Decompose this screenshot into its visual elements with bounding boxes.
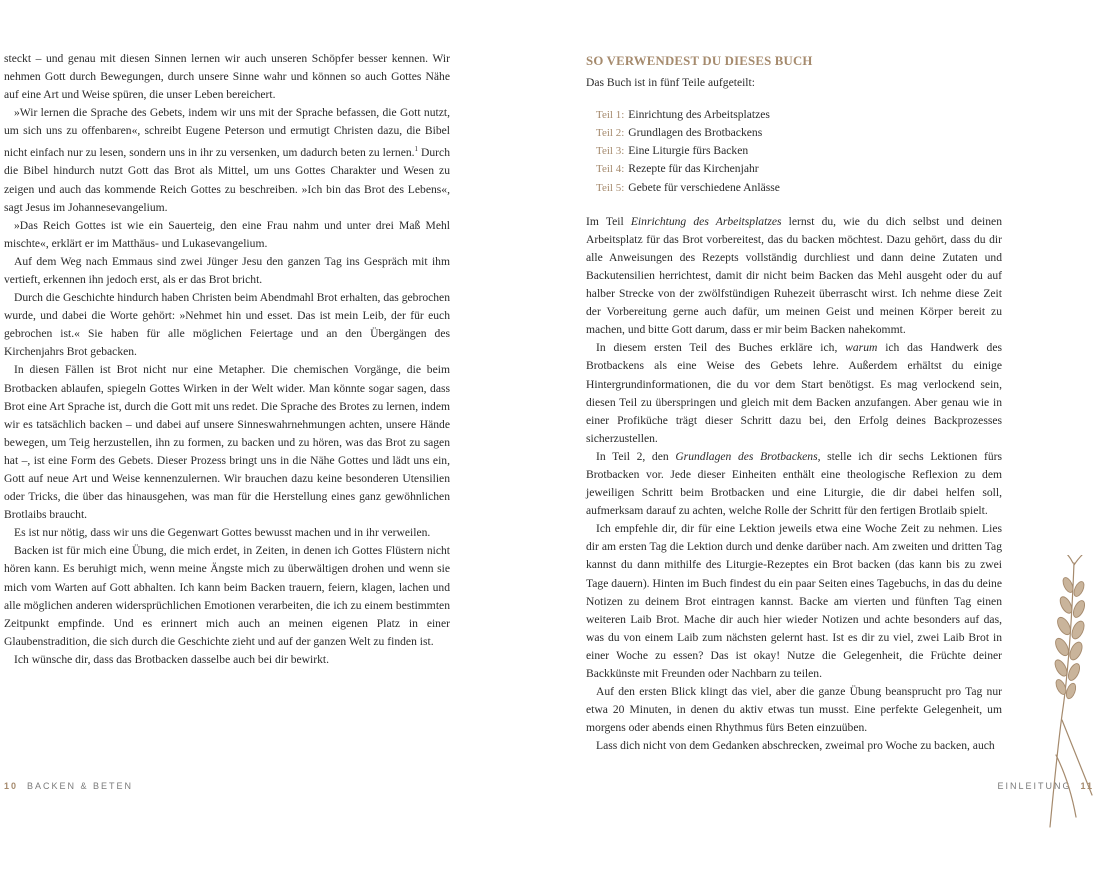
section-heading: SO VERWENDEST DU DIESES BUCH bbox=[586, 54, 813, 68]
paragraph: Ich wünsche dir, dass das Brotbacken dasselbe auch bei dir bewirkt. bbox=[14, 652, 330, 666]
part-label: Teil 5: bbox=[596, 181, 625, 194]
paragraph: Ich empfehle dir, dir für eine Lektion jeweils etwa eine Woche Zeit zu nehmen. Lies dir am ersten Tag die Lektion durch und denke darüber nach. Am zweiten und dritten Tag kannst du dann mithilfe des Liturgie-Rezeptes ein Brot backen (das kann bis zu zwei Tage dauern). Hinten im Buch findest du ein paar Seiten eines Tagebuchs, in das du deine Notizen zu deinem Brot eintragen kannst. Backe am vierten und fünften Tag einen weiteren Laib Brot. Mache dir auch hier wieder Notizen und achte besonders auf das, was du von einem Laib zum nächsten gelernt hast. Ist es dir zu viel, zwei Laib Brot in einer Woche zu essen? Das ist okay! Nutze die Gelegenheit, die Früchte deiner Backkünste mit Freunden oder Nachbarn zu teilen. bbox=[586, 522, 1002, 680]
right-text-column bbox=[586, 50, 1002, 755]
paragraph: Auf den ersten Blick klingt das viel, aber die ganze Übung beansprucht pro Tag nur etwa 20 Minuten, in denen du aktiv etwas tun musst. Eine perfekte Gelegenheit, um morgens oder abends einen Rhythmus fürs Beten einzuüben. bbox=[586, 685, 1002, 735]
wheat-stalk-icon bbox=[1038, 555, 1100, 830]
paragraph: Backen ist für mich eine Übung, die mich erdet, in Zeiten, in denen ich Gottes Flüstern nicht hören kann. Es beruhigt mich, wenn meine Ängste mich zu überwältigen drohen und wenn sie mich vom Warten auf Gott abhalten. Ich kann beim Backen trauern, feiern, klagen, lachen und alle möglichen anderen widersprüchlichen Emotionen verarbeiten, die ich zu einem bestimmten Zeitpunkt empfinde. Und es erinnert mich auch an meinen eigenen Platz in einer Glaubenstradition, die sich durch die Geschichte zieht und auf der ganzen Welt zu finden ist. bbox=[4, 544, 450, 648]
part-label: Teil 1: bbox=[596, 109, 625, 122]
part-label: Teil 2: bbox=[596, 127, 625, 140]
paragraph: Durch die Geschichte hindurch haben Christen beim Abendmahl Brot erhalten, das gebrochen wurde, und dabei die Worte gehört: »Nehmet hin und esset. Das ist mein Leib, der für euch gebrochen ist.« Sie haben für alle möglichen Feiertage und an den Übergängen des Kirchenjahrs Brot gebacken. bbox=[4, 291, 450, 359]
paragraph: Lass dich nicht von dem Gedanken abschrecken, zweimal pro Woche zu backen, auch bbox=[596, 739, 995, 753]
part-label: Teil 4: bbox=[596, 163, 625, 176]
list-item: Teil 3: Eine Liturgie fürs Backen bbox=[596, 144, 749, 158]
paragraph: »Wir lernen die Sprache des Gebets, indem wir uns mit der Sprache befassen, die Gott nutzt, um sich uns zu offenbaren«, schreibt Eugene Peterson und ermutigt Christen dazu, die Bibel nicht einfach nur zu lesen, sondern uns in ihr zu versenken, um dadurch beten zu lernen.$^1$ Durch die Bibel hindurch nutzt Gott das Brot als Mittel, um uns Gottes Charakter und Wesen zu zeigen und auch das kommende Reich Gottes zu beschreiben. »Ich bin das Brot des Lebens«, sagt Jesus im Johannesevangelium. bbox=[4, 106, 450, 214]
list-item: Teil 4: Rezepte für das Kirchenjahr bbox=[596, 162, 759, 176]
parts-list bbox=[596, 106, 1002, 196]
paragraph: Im Teil Einrichtung des Arbeitsplatzes lernst du, wie du dich selbst und deinen Arbeitsplatz für das Brot vorbereitest, das du backen möchtest. Dazu gehört, dass du dir alle Anweisungen des Rezepts vollständig durchliest und dann deine Zutaten und Backutensilien herrichtest, damit dir nicht beim Backen das Mehl ausgeht oder du auf halber Strecke von der zwölfstündigen Ruhezeit überrascht wirst. Ich nehme diese Zeit der Vorbereitung gerne auch dafür, um meinen Geist und meinen Körper bereit zu machen, und bitte Gott darum, dass er mir beim Backen nahekommt. bbox=[586, 214, 1002, 337]
paragraph: »Das Reich Gottes ist wie ein Sauerteig, den eine Frau nahm und unter drei Maß Mehl mischte«, erklärt er im Matthäus- und Lukasevangelium. bbox=[4, 218, 450, 250]
part-label: Teil 3: bbox=[596, 145, 625, 158]
intro-text: Das Buch ist in fünf Teile aufgeteilt: bbox=[586, 76, 755, 90]
paragraph: In diesem ersten Teil des Buches erkläre ich, warum ich das Handwerk des Brotbackens als eine Weise des Gebets lehre. Außerdem erhältst du einige Hintergrundinformationen, die du vor dem Start benötigst. Es mag verlockend sein, diesen Teil zu überspringen und gleich mit dem Backen anzufangen. Aber genau wie in einer Profiküche trägt dieser Schritt dazu bei, den Erfolg deines Backprozesses sicherzustellen. bbox=[586, 341, 1002, 445]
right-page bbox=[550, 0, 1100, 880]
list-item: Teil 1: Einrichtung des Arbeitsplatzes bbox=[596, 108, 770, 122]
footnote-marker: 1 bbox=[414, 145, 419, 154]
chapter-title: EINLEITUNG bbox=[997, 781, 1072, 791]
page-number: 11 bbox=[1080, 781, 1094, 791]
paragraph: steckt – und genau mit diesen Sinnen lernen wir auch unseren Schöpfer besser kennen. Wir nehmen Gott durch Bewegungen, durch unsere Sinne wahr und können so auch Gottes Nähe auf eine Art und Weise spüren, die unser Leben bereichert. bbox=[4, 52, 450, 102]
paragraph: In diesen Fällen ist Brot nicht nur eine Metapher. Die chemischen Vorgänge, die beim Brotbacken ablaufen, spiegeln Gottes Wirken in der Welt wider. Man könnte sogar sagen, dass Brot eine Art Sprache ist, durch die Gott mit uns redet. Die Sprache des Brotes zu lernen, indem wir es tatsächlich backen – und dabei auf unsere Sinneswahrnehmungen achten, unsere Hände bewegen, um Teig herzustellen, ihn zu formen, zu backen und zu hören, was das Brot zu sagen hat –, ist eine Form des Gebets. Dieser Prozess bringt uns in die Nähe Gottes und lädt uns ein, Gott auf neue Art und Weise kennenzulernen. Wir brauchen dazu keine besonderen Utensilien oder Tricks, die über das hinausgehen, was man für die Herstellung eines ganz gewöhnlichen Brotlaibs braucht. bbox=[4, 363, 450, 522]
list-item: Teil 2: Grundlagen des Brotbackens bbox=[596, 126, 763, 140]
page-number: 10 bbox=[4, 781, 19, 791]
paragraph: Es ist nur nötig, dass wir uns die Gegenwart Gottes bewusst machen und in ihr verweilen. bbox=[14, 526, 431, 540]
book-title: BACKEN & BETEN bbox=[27, 781, 134, 791]
left-text-column bbox=[4, 50, 450, 669]
list-item: Teil 5: Gebete für verschiedene Anlässe bbox=[596, 180, 780, 194]
paragraph: Auf dem Weg nach Emmaus sind zwei Jünger Jesu den ganzen Tag ins Gespräch mit ihm vertieft, erkennen ihn jedoch erst, als er das Brot bricht. bbox=[4, 254, 450, 286]
left-page-footer bbox=[4, 781, 133, 791]
paragraph: In Teil 2, den Grundlagen des Brotbackens, stelle ich dir sechs Lektionen fürs Brotbacken vor. Jede dieser Einheiten enthält eine theologische Reflexion zu dem jeweiligen Schritt beim Brotbacken und eine Liturgie, die dir dabei helfen soll, aufmerksam darauf zu achten, welche Rolle der Schritt für den fertigen Brotlaib spielt. bbox=[586, 449, 1002, 518]
